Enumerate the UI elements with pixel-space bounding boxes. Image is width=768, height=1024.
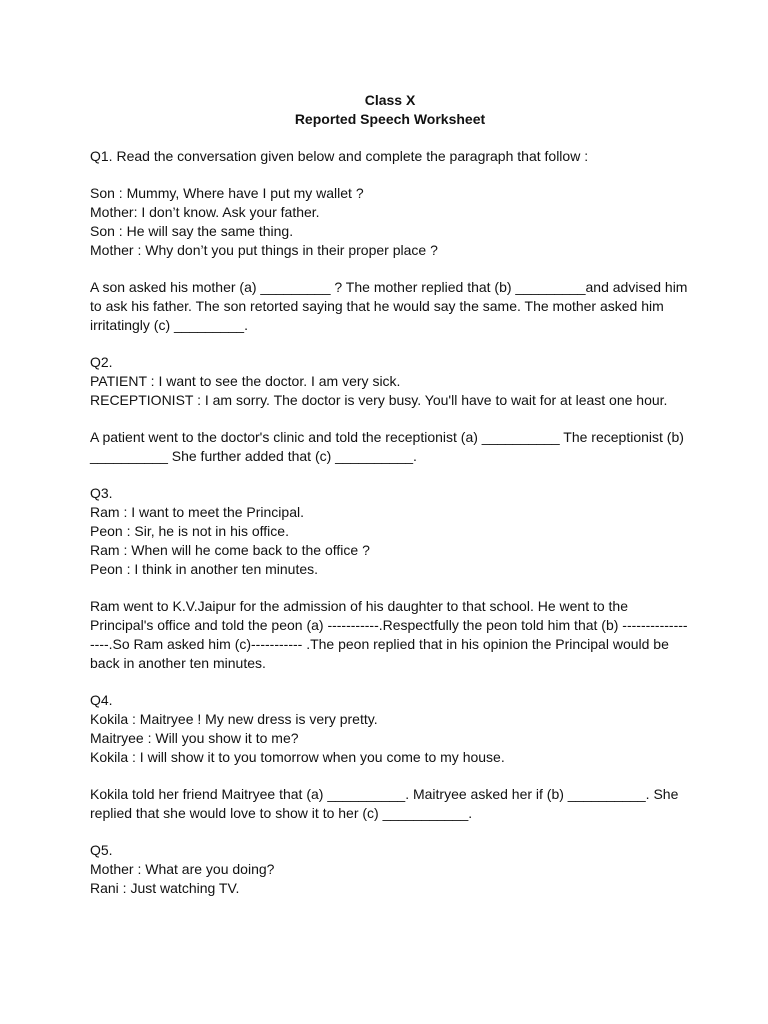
- dialogue-line: RECEPTIONIST : I am sorry. The doctor is very busy. You'll have to wait for at least one hour.: [90, 392, 668, 408]
- dialogue-line: Peon : I think in another ten minutes.: [90, 561, 319, 577]
- question-3: [90, 484, 690, 673]
- dialogue-line: PATIENT : I want to see the doctor. I am very sick.: [90, 373, 401, 389]
- question-3-paragraph: Ram went to K.V.Jaipur for the admission of his daughter to that school. He went to the Principal's office and told the peon (a) -----------.Respectfully the peon told him that (b) ------------------.So Ram asked him (c)----------- .The peon replied that in his opinion the Principal would be back in another ten minutes.: [90, 598, 688, 671]
- dialogue-line: Peon : Sir, he is not in his office.: [90, 523, 289, 539]
- dialogue-line: Mother : What are you doing?: [90, 861, 275, 877]
- class-heading: Class X: [364, 92, 416, 108]
- question-3-label: Q3.: [90, 485, 113, 501]
- question-4-paragraph: Kokila told her friend Maitryee that (a) __________. Maitryee asked her if (b) __________. She replied that she would love to show it to her (c) ___________.: [90, 786, 679, 821]
- dialogue-line: Mother : Why don’t you put things in their proper place ?: [90, 242, 438, 258]
- worksheet-title: Reported Speech Worksheet: [294, 111, 486, 127]
- dialogue-line: Son : He will say the same thing.: [90, 223, 294, 239]
- dialogue-line: Maitryee : Will you show it to me?: [90, 730, 299, 746]
- question-1: [90, 147, 690, 335]
- dialogue-line: Son : Mummy, Where have I put my wallet ?: [90, 185, 364, 201]
- question-2: [90, 353, 690, 466]
- question-2-label: Q2.: [90, 354, 113, 370]
- dialogue-line: Rani : Just watching TV.: [90, 880, 240, 896]
- question-5-label: Q5.: [90, 842, 113, 858]
- question-4-label: Q4.: [90, 692, 113, 708]
- question-5: [90, 841, 690, 898]
- question-1-instruction: Q1. Read the conversation given below and complete the paragraph that follow :: [90, 148, 589, 164]
- dialogue-line: Kokila : I will show it to you tomorrow when you come to my house.: [90, 749, 505, 765]
- question-2-paragraph: A patient went to the doctor's clinic and told the receptionist (a) __________ The receptionist (b) __________ She further added that (c) __________.: [90, 429, 684, 464]
- dialogue-line: Mother: I don’t know. Ask your father.: [90, 204, 320, 220]
- dialogue-line: Ram : I want to meet the Principal.: [90, 504, 304, 520]
- question-1-paragraph: A son asked his mother (a) _________ ? The mother replied that (b) _________and advised him to ask his father. The son retorted saying that he would say the same. The mother asked him irritatingly (c) _________.: [90, 279, 688, 333]
- worksheet-page: [90, 91, 690, 898]
- dialogue-line: Ram : When will he come back to the office ?: [90, 542, 370, 558]
- dialogue-line: Kokila : Maitryee ! My new dress is very pretty.: [90, 711, 378, 727]
- question-4: [90, 691, 690, 823]
